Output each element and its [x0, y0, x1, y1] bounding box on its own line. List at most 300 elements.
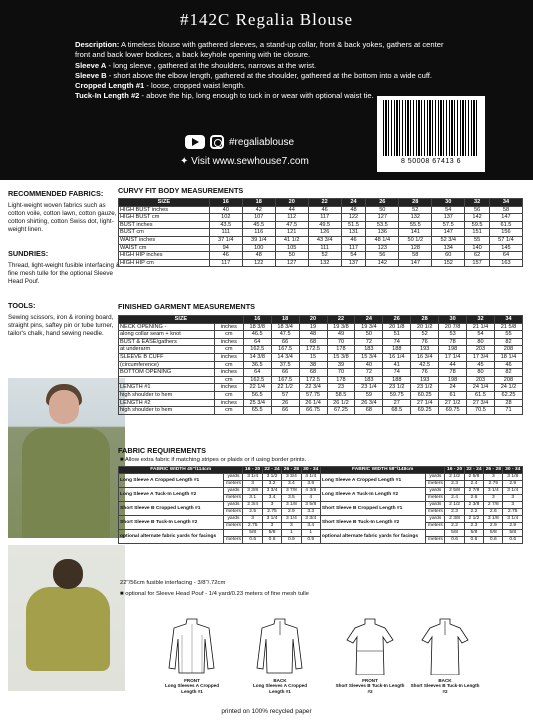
table-row — [119, 229, 523, 237]
table-cell: 3 1/4 — [262, 516, 281, 523]
fabric-width-45: FABRIC WIDTH 45"/114cm — [119, 467, 243, 474]
table-cell: 19 — [299, 323, 327, 331]
table-cell: 14 3/8 — [243, 353, 271, 361]
table-cell: 3 — [282, 523, 301, 530]
table-cell: 53 — [439, 331, 467, 339]
size-column-header: 24 — [355, 316, 383, 324]
table-cell: 46.5 — [243, 331, 271, 339]
table-cell: 1 — [301, 530, 320, 537]
table-row — [119, 474, 523, 481]
table-cell: 59.75 — [383, 391, 411, 399]
size-group-header: 26 - 28 — [484, 467, 503, 474]
unit-label: yards — [426, 502, 445, 509]
table-cell: 38 — [299, 361, 327, 369]
table-cell: 5/8 — [503, 530, 523, 537]
table-cell: 2 3/8 — [445, 516, 464, 523]
table-cell: 56.5 — [243, 391, 271, 399]
size-column-header: 20 — [275, 199, 308, 207]
table-cell: 2.3 — [445, 481, 464, 488]
measure-sublabel: along collar seam + knot — [119, 331, 215, 339]
unit-label: cm — [214, 391, 243, 399]
figure-3-caption — [335, 678, 405, 694]
unit-label: inches — [214, 353, 243, 361]
table-row — [119, 530, 523, 537]
unit-label: meters — [426, 523, 445, 530]
table-header-row — [119, 467, 523, 474]
table-cell: 2.9 — [282, 509, 301, 516]
table-cell: 65.5 — [243, 407, 271, 415]
figure-4-caption — [410, 678, 480, 694]
table-cell: 50 — [366, 206, 399, 214]
table-cell: 122 — [242, 259, 275, 267]
table-cell: 2.3 — [445, 509, 464, 516]
unit-label: cm — [214, 407, 243, 415]
table-cell: 100 — [242, 244, 275, 252]
tulle-note: ■ optional for Sleeve Head Pouf - 1/4 yard/0.23 meters of fine mesh tulle — [120, 591, 309, 597]
table-row — [119, 361, 523, 369]
table-cell: 121 — [275, 229, 308, 237]
table-cell: 66 — [271, 407, 299, 415]
table-cell: 82 — [494, 369, 522, 377]
row-label: WAIST cm — [119, 244, 210, 252]
table-cell: 68 — [299, 369, 327, 377]
measure-label: BUST & EASE/gathers — [119, 338, 215, 346]
table-cell: 24 — [439, 384, 467, 392]
tuck-in-length-text: - above the hip, long enough to tuck in or wear with optional waist tie. — [139, 91, 374, 101]
table-cell: 162.5 — [243, 346, 271, 354]
table-cell: 22 1/4 — [243, 384, 271, 392]
table-cell: 3.1 — [243, 495, 262, 502]
table-cell: 5/8 — [243, 530, 262, 537]
table-cell: 3 — [503, 495, 523, 502]
table-cell: 37 1/4 — [209, 236, 242, 244]
table-cell: 41 1/2 — [275, 236, 308, 244]
unit-label: yards — [426, 516, 445, 523]
hashtag-text: #regaliablouse — [229, 136, 295, 148]
table-cell: 24 1/2 — [494, 384, 522, 392]
size-column-header: 34 — [494, 316, 522, 324]
size-column-header: 30 — [439, 316, 467, 324]
table-cell: 54 — [467, 331, 495, 339]
table-cell: 72 — [355, 338, 383, 346]
barcode-bars — [383, 100, 479, 156]
table-cell: 39 — [327, 361, 355, 369]
body-measurements-title: CURVY FIT BODY MEASUREMENTS — [118, 186, 244, 195]
table-cell: 132 — [399, 214, 432, 222]
table-cell: 2.75 — [484, 481, 503, 488]
table-cell: 147 — [432, 229, 465, 237]
table-cell: 23 — [327, 384, 355, 392]
table-row — [119, 244, 523, 252]
description-paragraph — [75, 40, 455, 61]
table-cell: 21 1/4 — [467, 323, 495, 331]
table-cell: 2.9 — [503, 523, 523, 530]
table-cell: 3 1/4 — [282, 516, 301, 523]
table-cell: 52 — [308, 252, 341, 260]
photo-face — [49, 390, 79, 424]
table-cell: 137 — [432, 214, 465, 222]
unit-label: meters — [224, 537, 243, 544]
table-cell: 2.4 — [445, 495, 464, 502]
size-group-header: 30 - 34 — [301, 467, 320, 474]
sleeve-b-paragraph — [75, 71, 455, 81]
measure-label: LENGTH #2 — [119, 399, 215, 407]
fabric-requirements-table — [118, 466, 523, 544]
garment-measurements-title: FINISHED GARMENT MEASUREMENTS — [118, 302, 256, 311]
figure-2-text: Long Sleeves A Cropped Length #1 — [252, 683, 308, 694]
front-short-sleeve-drawing — [345, 615, 395, 675]
table-header-row — [119, 316, 523, 324]
table-cell: 57.5 — [432, 221, 465, 229]
tools-section — [8, 302, 120, 338]
table-cell: 3 1/8 — [503, 474, 523, 481]
table-cell: 5/8 — [445, 530, 464, 537]
table-cell: 62.25 — [494, 391, 522, 399]
table-cell: 116 — [242, 229, 275, 237]
table-cell: 26 3/4 — [355, 399, 383, 407]
table-cell: 132 — [308, 259, 341, 267]
fabric-requirements-title: FABRIC REQUIREMENTS — [118, 446, 206, 455]
table-cell: 42.5 — [411, 361, 439, 369]
table-cell: 48 — [299, 331, 327, 339]
size-column-header: 18 — [242, 199, 275, 207]
table-row — [119, 221, 523, 229]
recommended-fabrics-text: Light-weight woven fabrics such as cotton voile, cotton lawn, cotton gauze, cotton shirting, cotton Swiss dot, light-weight linen. — [8, 202, 117, 233]
table-cell: 58 — [399, 252, 432, 260]
table-cell: 2.9 — [503, 481, 523, 488]
table-cell: 18 3/4 — [271, 323, 299, 331]
table-cell: 2 3/4 — [243, 502, 262, 509]
table-row — [119, 214, 523, 222]
table-cell: 2.5 — [243, 509, 262, 516]
table-cell: 46 — [308, 206, 341, 214]
barcode-number: 8 50008 67413 6 — [400, 158, 462, 165]
table-cell: 2 5/8 — [464, 474, 483, 481]
table-cell: 3 3/4 — [262, 488, 281, 495]
table-cell: 188 — [383, 346, 411, 354]
table-cell: 3.3 — [301, 509, 320, 516]
table-cell: 66 — [271, 369, 299, 377]
table-cell: 105 — [275, 244, 308, 252]
table-cell: 198 — [439, 376, 467, 384]
youtube-icon[interactable] — [185, 135, 205, 149]
back-short-sleeve-drawing — [420, 615, 470, 675]
fabric-row-label: Short Sleeve B Tuck-In Length #2 — [119, 516, 224, 530]
table-cell: 2 1/2 — [445, 474, 464, 481]
table-cell: 46 — [341, 236, 366, 244]
fabric-row-label: Long Sleeve A Tuck-In Length #2 — [320, 488, 425, 502]
table-cell: 2.75 — [243, 523, 262, 530]
fabric-row-label: Long Sleeve A Tuck-In Length #2 — [119, 488, 224, 502]
table-cell: 117 — [341, 244, 366, 252]
table-cell: 18 3/8 — [243, 323, 271, 331]
table-cell: 5/8 — [464, 530, 483, 537]
size-group-header: 16 - 20 — [445, 467, 464, 474]
table-cell: 3 — [484, 474, 503, 481]
table-cell: 72 — [355, 369, 383, 377]
table-cell: 52 — [411, 331, 439, 339]
measure-label: LENGTH #1 — [119, 384, 215, 392]
table-cell: 3 — [503, 502, 523, 509]
unit-label: meters — [224, 509, 243, 516]
photo-blouse — [22, 428, 110, 538]
table-cell: 142 — [465, 214, 490, 222]
table-cell: 102 — [209, 214, 242, 222]
table-cell: 60.25 — [411, 391, 439, 399]
figure-3-text: Short Sleeves B Tuck-In Length #2 — [335, 683, 405, 694]
fabric-row-label: Short Sleeve B Cropped Length #1 — [119, 502, 224, 516]
measure-label: BOTTOM OPENING — [119, 369, 215, 377]
row-label: HIGH HIP cm — [119, 259, 210, 267]
table-cell: 59 — [355, 391, 383, 399]
instagram-icon[interactable] — [210, 135, 224, 149]
table-cell: 145 — [489, 244, 522, 252]
table-cell: 208 — [494, 346, 522, 354]
size-group-header: 30 - 34 — [503, 467, 523, 474]
table-cell: 172.5 — [299, 376, 327, 384]
table-cell: 208 — [494, 376, 522, 384]
size-group-header: 26 - 28 — [282, 467, 301, 474]
table-cell: 183 — [355, 376, 383, 384]
size-column-header: 26 — [383, 316, 411, 324]
table-cell: 26 1/4 — [299, 399, 327, 407]
table-cell: 45.5 — [242, 221, 275, 229]
table-row — [119, 376, 523, 384]
table-cell: 66 — [271, 338, 299, 346]
table-cell: 137 — [341, 259, 366, 267]
table-cell: 2 7/8 — [464, 488, 483, 495]
table-cell: 40 — [209, 206, 242, 214]
table-cell: 111 — [209, 229, 242, 237]
table-cell: 4 1/4 — [301, 474, 320, 481]
table-cell: 0.6 — [262, 537, 281, 544]
table-cell: 61.5 — [467, 391, 495, 399]
table-cell: 3 7/8 — [282, 488, 301, 495]
table-cell: 117 — [308, 214, 341, 222]
unit-label — [224, 530, 243, 537]
table-cell: 156 — [489, 229, 522, 237]
table-cell: 2.4 — [464, 481, 483, 488]
unit-label: cm — [214, 376, 243, 384]
unit-label: yards — [224, 474, 243, 481]
table-cell: 0.6 — [243, 537, 262, 544]
figure-1-caption — [157, 678, 227, 694]
table-cell: 203 — [467, 346, 495, 354]
table-cell: 19 3/8 — [327, 323, 355, 331]
fabric-note-text: Allow extra fabric if matching stripes or plaids or if using border prints. — [124, 457, 307, 463]
size-column-header: 30 — [432, 199, 465, 207]
unit-label: cm — [214, 361, 243, 369]
table-cell: 28 — [494, 399, 522, 407]
table-cell: 17 3/4 — [467, 353, 495, 361]
table-cell: 20 7/8 — [439, 323, 467, 331]
cropped-length-text: - loose, cropped waist length. — [144, 81, 246, 91]
table-row — [119, 488, 523, 495]
table-cell: 0.9 — [282, 537, 301, 544]
unit-label: yards — [426, 474, 445, 481]
table-cell: 15 — [299, 353, 327, 361]
table-cell: 80 — [467, 338, 495, 346]
table-cell: 122 — [341, 214, 366, 222]
table-cell: 16 1/4 — [383, 353, 411, 361]
photo-hair-back — [53, 559, 83, 589]
table-cell: 74 — [383, 338, 411, 346]
sleeve-a-paragraph — [75, 61, 455, 71]
size-column-header: 32 — [465, 199, 490, 207]
table-cell: 68 — [299, 338, 327, 346]
tulle-note-text: optional for Sleeve Head Pouf - 1/4 yard/0.23 meters of fine mesh tulle — [125, 591, 309, 597]
social-links — [185, 135, 294, 149]
figure-4-view: BACK — [438, 678, 452, 683]
table-cell: 27 3/4 — [467, 399, 495, 407]
pattern-title: #142C Regalia Blouse — [180, 10, 353, 29]
fabric-note: ■ Allow extra fabric if matching stripes or plaids or if using border prints. — [120, 457, 307, 463]
table-row — [119, 323, 523, 331]
measure-label: SLEEVE B CUFF — [119, 353, 215, 361]
table-cell: 15 3/8 — [327, 353, 355, 361]
row-label: HIGH BUST cm — [119, 214, 210, 222]
table-cell: 3 5/8 — [301, 502, 320, 509]
table-cell: 57.75 — [299, 391, 327, 399]
table-cell: 183 — [355, 346, 383, 354]
table-cell: 48 — [341, 206, 366, 214]
table-cell: 24 1/4 — [467, 384, 495, 392]
table-cell: 61.5 — [489, 221, 522, 229]
table-cell: 4 — [301, 495, 320, 502]
table-row — [119, 338, 523, 346]
table-cell: 198 — [439, 346, 467, 354]
table-cell: 37.5 — [271, 361, 299, 369]
unit-label — [426, 530, 445, 537]
table-cell: 134 — [432, 244, 465, 252]
table-cell: 60 — [432, 252, 465, 260]
measure-label: NECK OPENING - — [119, 323, 215, 331]
front-photo — [8, 378, 125, 538]
table-cell: 23 1/2 — [383, 384, 411, 392]
table-cell: 59.5 — [465, 221, 490, 229]
table-cell: 3.4 — [282, 481, 301, 488]
table-cell: 2.6 — [464, 495, 483, 502]
table-cell: 2.9 — [484, 523, 503, 530]
table-cell: 3 — [243, 516, 262, 523]
table-cell: 3 — [243, 481, 262, 488]
sundries-heading: SUNDRIES: — [8, 249, 49, 258]
table-cell: 40 — [355, 361, 383, 369]
table-cell: 44 — [439, 361, 467, 369]
table-cell: 3 — [262, 523, 281, 530]
figure-1-text: Long Sleeves A Cropped Length #1 — [164, 683, 220, 694]
website-link[interactable] — [180, 156, 309, 167]
table-cell: 3.4 — [262, 495, 281, 502]
table-cell: 172.5 — [299, 346, 327, 354]
size-header: SIZE — [119, 199, 210, 207]
table-cell: 23 1/2 — [411, 384, 439, 392]
table-cell: 3 1/4 — [503, 488, 523, 495]
unit-label: inches — [214, 323, 243, 331]
fabric-row-label: Short Sleeve B Cropped Length #1 — [320, 502, 425, 516]
table-cell: 80 — [467, 369, 495, 377]
table-cell: 3 — [262, 502, 281, 509]
size-column-header: 32 — [467, 316, 495, 324]
size-column-header: 26 — [366, 199, 399, 207]
size-header: SIZE — [119, 316, 244, 324]
back-photo — [8, 545, 125, 691]
size-column-header: 22 — [308, 199, 341, 207]
fabric-row-label: optional alternate fabric yards for facings — [119, 530, 224, 544]
table-cell: 18 1/4 — [494, 353, 522, 361]
table-cell: 43 3/4 — [308, 236, 341, 244]
description-block — [75, 40, 455, 102]
table-cell: 58 — [489, 206, 522, 214]
table-cell: 2 3/8 — [464, 502, 483, 509]
table-cell: 44 — [275, 206, 308, 214]
table-cell: 50 — [275, 252, 308, 260]
table-row — [119, 206, 523, 214]
table-cell: 3 — [484, 495, 503, 502]
table-cell: 42 — [242, 206, 275, 214]
footer-note: printed on 100% recycled paper — [221, 708, 312, 715]
table-cell: 0.6 — [445, 537, 464, 544]
table-cell: 55 — [494, 331, 522, 339]
table-cell: 27 — [383, 399, 411, 407]
table-cell: 178 — [327, 346, 355, 354]
table-row — [119, 407, 523, 415]
table-cell: 3 1/4 — [243, 474, 262, 481]
table-cell: 76 — [411, 338, 439, 346]
table-cell: 53.5 — [366, 221, 399, 229]
table-cell: 142 — [366, 259, 399, 267]
fabric-row-label: optional alternate fabric yards for facings — [320, 530, 425, 544]
table-cell: 43.5 — [209, 221, 242, 229]
table-cell: 74 — [383, 369, 411, 377]
table-row — [119, 391, 523, 399]
table-cell: 66.75 — [299, 407, 327, 415]
table-cell: 3 3/4 — [282, 474, 301, 481]
table-cell: 25 3/4 — [243, 399, 271, 407]
table-cell: 70 — [327, 369, 355, 377]
table-cell: 111 — [308, 244, 341, 252]
row-label: BUST inches — [119, 221, 210, 229]
sleeve-b-text: - short above the elbow length, gathered at the shoulder, gathered at the bottom into a wide cuff. — [106, 70, 433, 80]
table-row — [119, 502, 523, 509]
unit-label: meters — [426, 481, 445, 488]
measure-sublabel: high shoulder to hem — [119, 391, 215, 399]
table-cell: 49.5 — [308, 221, 341, 229]
table-cell: 3 1/4 — [503, 516, 523, 523]
measure-sublabel — [119, 376, 215, 384]
figure-4-text: Short Sleeves B Tuck-In Length #2 — [410, 683, 480, 694]
table-row — [119, 259, 523, 267]
unit-label: inches — [214, 399, 243, 407]
unit-label: meters — [224, 481, 243, 488]
table-cell: 2.6 — [484, 509, 503, 516]
table-cell: 147 — [489, 214, 522, 222]
table-cell: 46 — [494, 361, 522, 369]
table-cell: 54 — [432, 206, 465, 214]
table-cell: 0.6 — [503, 537, 523, 544]
table-cell: 3 1/8 — [484, 516, 503, 523]
table-cell: 69.25 — [411, 407, 439, 415]
table-cell: 22 1/2 — [271, 384, 299, 392]
table-cell: 127 — [275, 259, 308, 267]
unit-label: yards — [224, 516, 243, 523]
table-cell: 94 — [209, 244, 242, 252]
table-cell: 188 — [383, 376, 411, 384]
table-cell: 20 1/2 — [411, 323, 439, 331]
table-cell: 70.5 — [467, 407, 495, 415]
unit-label: inches — [214, 369, 243, 377]
table-cell: 21 5/8 — [494, 323, 522, 331]
